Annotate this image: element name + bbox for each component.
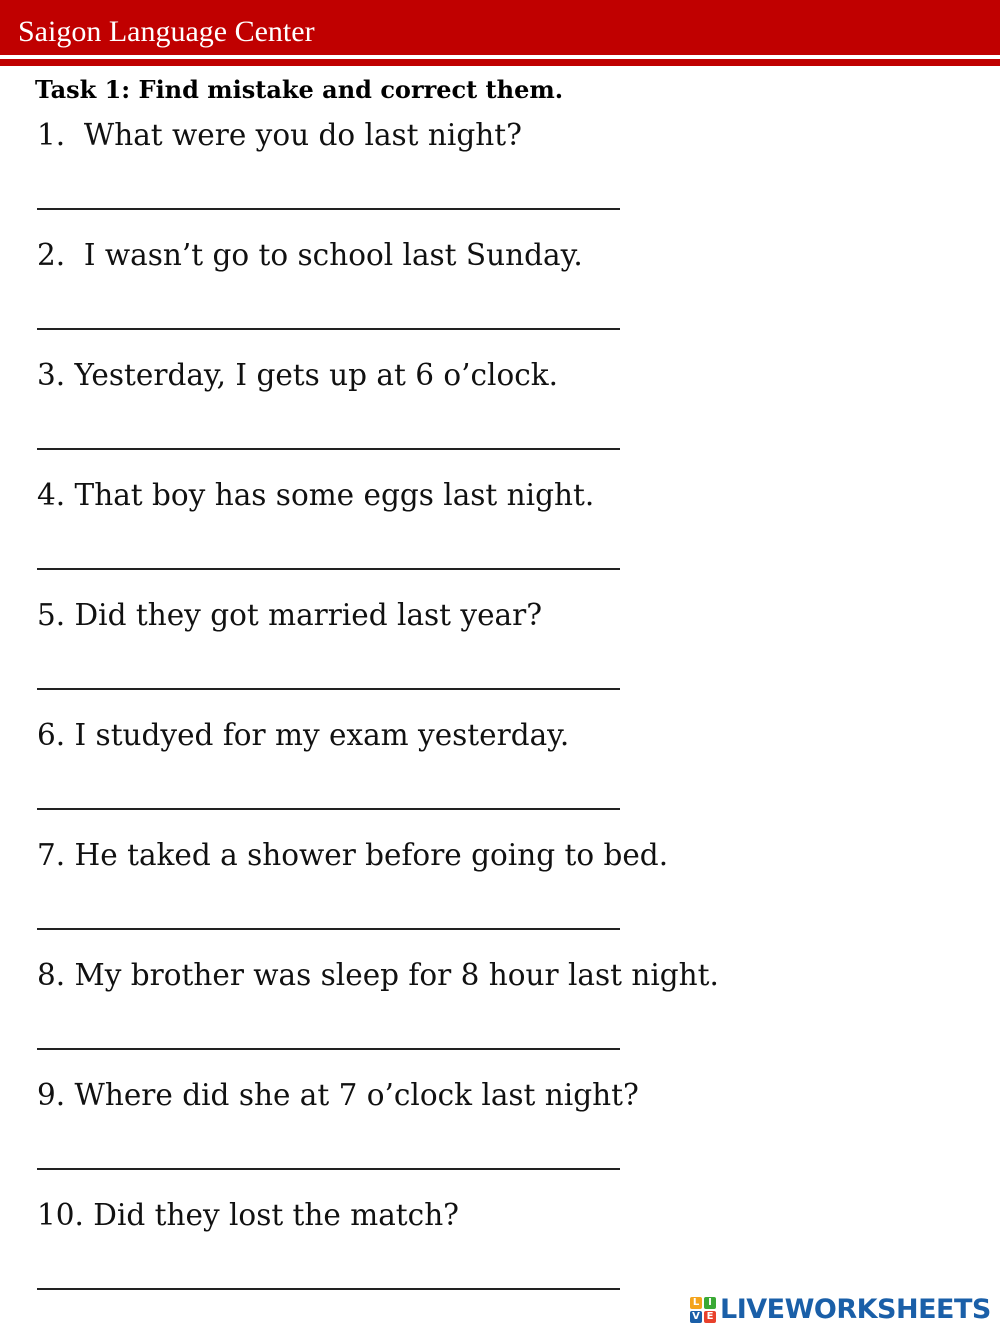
header-stripe: [0, 59, 1000, 66]
answer-input-6[interactable]: [37, 807, 620, 810]
answer-input-9[interactable]: [37, 1167, 620, 1170]
question-10: 10. Did they lost the match?: [37, 1198, 460, 1232]
answer-input-5[interactable]: [37, 687, 620, 690]
logo-mark-letter: E: [704, 1311, 716, 1323]
logo-mark-letter: I: [704, 1297, 716, 1309]
liveworksheets-logo[interactable]: [690, 1292, 991, 1328]
question-8: 8. My brother was sleep for 8 hour last night.: [37, 958, 719, 992]
question-7: 7. He taked a shower before going to bed.: [37, 838, 669, 872]
liveworksheets-logo-text: LIVEWORKSHEETS: [720, 1294, 991, 1325]
logo-mark-letter: V: [690, 1311, 702, 1323]
answer-input-3[interactable]: [37, 447, 620, 450]
answer-input-7[interactable]: [37, 927, 620, 930]
question-9: 9. Where did she at 7 o’clock last night?: [37, 1078, 639, 1112]
answer-input-2[interactable]: [37, 327, 620, 330]
answer-input-8[interactable]: [37, 1047, 620, 1050]
answer-input-10[interactable]: [37, 1287, 620, 1290]
question-3: 3. Yesterday, I gets up at 6 o’clock.: [37, 358, 559, 392]
logo-mark-letter: L: [690, 1297, 702, 1309]
answer-input-1[interactable]: [37, 207, 620, 210]
answer-input-4[interactable]: [37, 567, 620, 570]
question-1: 1. What were you do last night?: [37, 118, 522, 152]
question-4: 4. That boy has some eggs last night.: [37, 478, 595, 512]
question-5: 5. Did they got married last year?: [37, 598, 543, 632]
liveworksheets-mark-icon: [690, 1297, 716, 1323]
question-2: 2. I wasn’t go to school last Sunday.: [37, 238, 583, 272]
question-6: 6. I studyed for my exam yesterday.: [37, 718, 570, 752]
header-title: Saigon Language Center: [18, 15, 315, 48]
task-title: Task 1: Find mistake and correct them.: [35, 75, 564, 104]
